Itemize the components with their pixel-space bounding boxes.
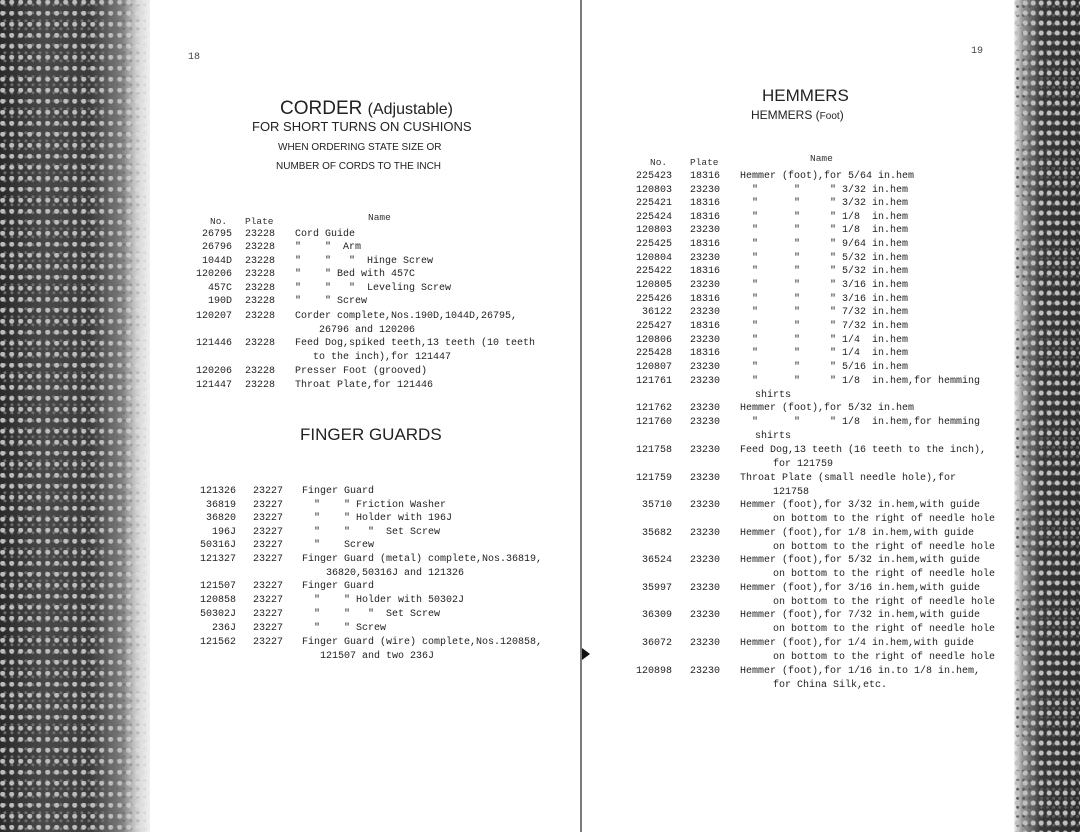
part-number: 120207 <box>195 311 232 322</box>
margin-arrow-icon <box>582 648 590 660</box>
plate-number: 18316 <box>690 239 721 250</box>
part-number: 36524 <box>641 555 672 566</box>
part-name: Hemmer (foot),for 3/16 in.hem,with guide <box>740 583 981 594</box>
part-number: 225423 <box>635 171 672 182</box>
plate-number: 23228 <box>245 366 276 377</box>
part-name: Cord Guide <box>295 229 356 240</box>
plate-number: 23230 <box>690 307 721 318</box>
corder-title-adjustable: (Adjustable) <box>367 101 453 118</box>
plate-number: 18316 <box>690 171 721 182</box>
part-name: on bottom to the right of needle hole <box>755 568 996 580</box>
part-name: Corder complete,Nos.190D,1044D,26795, <box>295 311 518 322</box>
plate-number: 23227 <box>253 486 284 497</box>
part-number: 120803 <box>635 225 672 236</box>
part-number: 50302J <box>199 609 236 620</box>
plate-number: 23230 <box>690 225 721 236</box>
part-name: shirts <box>755 430 792 442</box>
part-name: on bottom to the right of needle hole <box>755 651 996 663</box>
part-number: 225425 <box>635 239 672 250</box>
part-number: 35682 <box>641 528 672 539</box>
plate-number: 23230 <box>690 610 721 621</box>
plate-number: 23230 <box>690 638 721 649</box>
left-page-number: 18 <box>188 52 201 63</box>
part-name: " " Holder with 196J <box>302 513 453 524</box>
plate-number: 23228 <box>245 338 276 349</box>
part-number: 225426 <box>635 294 672 305</box>
part-number: 35997 <box>641 583 672 594</box>
part-name: for China Silk,etc. <box>755 679 888 691</box>
part-name: " Screw <box>302 540 375 551</box>
part-number: 457C <box>207 283 232 294</box>
plate-number: 23228 <box>245 256 276 267</box>
part-number: 35710 <box>641 500 672 511</box>
part-name: on bottom to the right of needle hole <box>755 513 996 525</box>
plate-number: 23230 <box>690 403 721 414</box>
part-number: 26796 <box>201 242 232 253</box>
hemmers-subtitle-prefix: HEMMERS ( <box>751 108 820 122</box>
plate-number: 23228 <box>245 242 276 253</box>
column-header-no: No. <box>210 216 228 227</box>
part-name: " " " Hinge Screw <box>295 256 434 267</box>
part-name: 121758 <box>755 486 810 498</box>
plate-number: 18316 <box>690 294 721 305</box>
plate-number: 23227 <box>253 540 284 551</box>
part-number: 121759 <box>635 473 672 484</box>
plate-number: 23230 <box>690 280 721 291</box>
part-name: Throat Plate (small needle hole),for <box>740 473 957 484</box>
part-name: Hemmer (foot),for 5/32 in.hem <box>740 403 915 414</box>
part-number: 26795 <box>201 229 232 240</box>
part-name: " " " Set Screw <box>302 609 441 620</box>
part-number: 36819 <box>205 500 236 511</box>
plate-number: 23228 <box>245 296 276 307</box>
part-number: 121562 <box>199 637 236 648</box>
plate-number: 23227 <box>253 595 284 606</box>
plate-number: 18316 <box>690 198 721 209</box>
part-number: 225428 <box>635 348 672 359</box>
part-name: " " " 5/16 in.hem <box>740 362 909 373</box>
part-name: " " " 7/32 in.hem <box>740 321 909 332</box>
plate-number: 23230 <box>690 583 721 594</box>
part-number: 121760 <box>635 417 672 428</box>
part-name: 36820,50316J and 121326 <box>302 567 465 579</box>
plate-number: 23230 <box>690 555 721 566</box>
part-name: " " " 7/32 in.hem <box>740 307 909 318</box>
part-name: " " " 3/16 in.hem <box>740 294 909 305</box>
part-number: 121327 <box>199 554 236 565</box>
part-name: Finger Guard (metal) complete,Nos.36819, <box>302 554 543 565</box>
plate-number: 23227 <box>253 554 284 565</box>
plate-number: 18316 <box>690 321 721 332</box>
plate-number: 23230 <box>690 253 721 264</box>
plate-number: 23227 <box>253 513 284 524</box>
part-number: 121507 <box>199 581 236 592</box>
part-name: Hemmer (foot),for 1/8 in.hem,with guide <box>740 528 975 539</box>
column-header-name: Name <box>810 153 833 164</box>
corder-title-main: CORDER <box>280 98 363 119</box>
part-name: " " " Leveling Screw <box>295 283 452 294</box>
part-name: on bottom to the right of needle hole <box>755 596 996 608</box>
part-name: " " Screw <box>302 623 387 634</box>
part-name: " " " 1/8 in.hem <box>740 225 909 236</box>
part-number: 120805 <box>635 280 672 291</box>
part-number: 225422 <box>635 266 672 277</box>
part-name: 121507 and two 236J <box>302 650 435 662</box>
part-name: " " " 1/8 in.hem,for hemming <box>740 417 981 428</box>
plate-number: 23230 <box>690 185 721 196</box>
part-name: " " " 1/4 in.hem <box>740 335 909 346</box>
part-name: Hemmer (foot),for 5/32 in.hem,with guide <box>740 555 981 566</box>
plate-number: 23230 <box>690 445 721 456</box>
corder-title <box>280 98 453 120</box>
part-name: " " Holder with 50302J <box>302 595 465 606</box>
corder-subtitle: FOR SHORT TURNS ON CUSHIONS <box>252 119 472 134</box>
hemmers-subtitle-suffix: ) <box>839 108 844 122</box>
part-number: 225421 <box>635 198 672 209</box>
part-number: 121762 <box>635 403 672 414</box>
plate-number: 23228 <box>245 311 276 322</box>
part-name: on bottom to the right of needle hole <box>755 541 996 553</box>
part-name: Finger Guard <box>302 486 375 497</box>
plate-number: 23230 <box>690 473 721 484</box>
part-number: 121447 <box>195 380 232 391</box>
part-name: " " " 1/8 in.hem <box>740 212 909 223</box>
part-name: " " Arm <box>295 242 362 253</box>
hemmers-subtitle <box>751 108 844 122</box>
part-number: 196J <box>211 527 236 538</box>
part-number: 120804 <box>635 253 672 264</box>
plate-number: 23227 <box>253 500 284 511</box>
part-number: 121446 <box>195 338 232 349</box>
part-number: 36309 <box>641 610 672 621</box>
part-number: 121326 <box>199 486 236 497</box>
part-name: Finger Guard <box>302 581 375 592</box>
part-name: Hemmer (foot),for 7/32 in.hem,with guide <box>740 610 981 621</box>
column-header-plate: Plate <box>245 216 274 227</box>
plate-number: 18316 <box>690 266 721 277</box>
part-name: " " " 3/32 in.hem <box>740 185 909 196</box>
part-name: Hemmer (foot),for 3/32 in.hem,with guide <box>740 500 981 511</box>
part-number: 36072 <box>641 638 672 649</box>
part-name: shirts <box>755 389 792 401</box>
part-name: Throat Plate,for 121446 <box>295 380 434 391</box>
column-header-plate: Plate <box>690 157 719 168</box>
part-number: 120807 <box>635 362 672 373</box>
part-name: " " " 1/8 in.hem,for hemming <box>740 376 981 387</box>
part-name: " " " 5/32 in.hem <box>740 253 909 264</box>
plate-number: 23230 <box>690 528 721 539</box>
part-name: " " Friction Washer <box>302 500 447 511</box>
part-name: Presser Foot (grooved) <box>295 366 428 377</box>
part-number: 121761 <box>635 376 672 387</box>
plate-number: 23227 <box>253 609 284 620</box>
part-name: " " " 1/4 in.hem <box>740 348 909 359</box>
part-number: 225424 <box>635 212 672 223</box>
column-header-no: No. <box>650 157 668 168</box>
part-name: Feed Dog,13 teeth (16 teeth to the inch), <box>740 445 987 456</box>
plate-number: 23228 <box>245 380 276 391</box>
finger-guards-title: FINGER GUARDS <box>300 425 442 444</box>
part-number: 50316J <box>199 540 236 551</box>
part-number: 36122 <box>641 307 672 318</box>
plate-number: 23228 <box>245 283 276 294</box>
part-number: 120898 <box>635 666 672 677</box>
part-name: Hemmer (foot),for 1/4 in.hem,with guide <box>740 638 975 649</box>
part-number: 190D <box>207 296 232 307</box>
part-number: 120206 <box>195 366 232 377</box>
part-name: on bottom to the right of needle hole <box>755 623 996 635</box>
part-name: Hemmer (foot),for 1/16 in.to 1/8 in.hem, <box>740 666 981 677</box>
part-number: 120803 <box>635 185 672 196</box>
column-header-name: Name <box>368 212 391 223</box>
plate-number: 23230 <box>690 376 721 387</box>
part-number: 1044D <box>201 256 232 267</box>
plate-number: 23230 <box>690 417 721 428</box>
part-name: for 121759 <box>755 458 834 470</box>
part-name: " " " 9/64 in.hem <box>740 239 909 250</box>
plate-number: 18316 <box>690 212 721 223</box>
part-number: 120858 <box>199 595 236 606</box>
hemmers-title: HEMMERS <box>762 86 849 105</box>
hemmers-subtitle-foot: Foot <box>819 111 840 122</box>
part-name: " " " 3/32 in.hem <box>740 198 909 209</box>
part-name: " " Bed with 457C <box>295 269 416 280</box>
plate-number: 23227 <box>253 637 284 648</box>
book-gutter <box>580 0 582 832</box>
plate-number: 23230 <box>690 666 721 677</box>
right-binding-edge <box>1014 0 1080 832</box>
plate-number: 23227 <box>253 581 284 592</box>
part-number: 36820 <box>205 513 236 524</box>
corder-note-line2: NUMBER OF CORDS TO THE INCH <box>276 161 442 172</box>
part-name: to the inch),for 121447 <box>295 351 452 363</box>
part-number: 120206 <box>195 269 232 280</box>
plate-number: 18316 <box>690 348 721 359</box>
part-name: Hemmer (foot),for 5/64 in.hem <box>740 171 915 182</box>
part-number: 121758 <box>635 445 672 456</box>
plate-number: 23227 <box>253 527 284 538</box>
part-number: 225427 <box>635 321 672 332</box>
left-binding-edge <box>0 0 150 832</box>
plate-number: 23228 <box>245 229 276 240</box>
part-name: " " Screw <box>295 296 368 307</box>
plate-number: 23228 <box>245 269 276 280</box>
part-name: 26796 and 120206 <box>295 324 416 336</box>
plate-number: 23230 <box>690 362 721 373</box>
part-number: 120806 <box>635 335 672 346</box>
plate-number: 23230 <box>690 335 721 346</box>
part-name: " " " 3/16 in.hem <box>740 280 909 291</box>
corder-note-line1: WHEN ORDERING STATE SIZE OR <box>278 142 442 153</box>
part-name: " " " Set Screw <box>302 527 441 538</box>
plate-number: 23227 <box>253 623 284 634</box>
part-number: 236J <box>211 623 236 634</box>
part-name: " " " 5/32 in.hem <box>740 266 909 277</box>
part-name: Feed Dog,spiked teeth,13 teeth (10 teeth <box>295 338 536 349</box>
part-name: Finger Guard (wire) complete,Nos.120858, <box>302 637 543 648</box>
plate-number: 23230 <box>690 500 721 511</box>
right-page-number: 19 <box>971 46 984 57</box>
